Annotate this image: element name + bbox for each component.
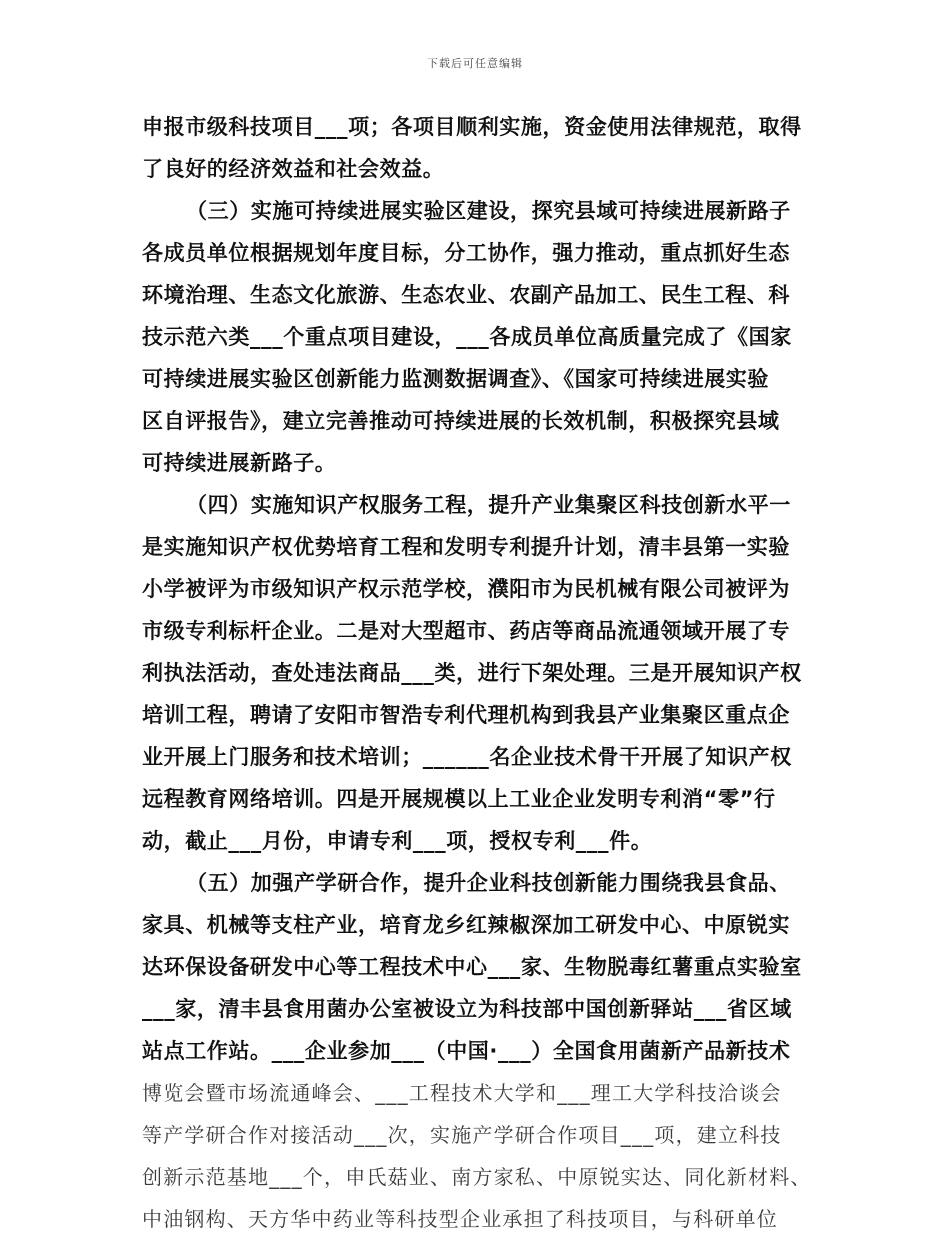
text-line: 培训工程，聘请了安阳市智浩专利代理机构到我县产业集聚区重点企 — [142, 703, 790, 727]
text-line: 远程教育网络培训。四是开展规模以上工业企业发明专利消“零”行 — [142, 787, 776, 811]
text-line: 小学被评为市级知识产权示范学校，濮阳市为民机械有限公司被评为 — [142, 577, 790, 601]
text-line: 动，截止___月份，申请专利___项，授权专利___件。 — [142, 829, 653, 853]
text-line: 等产学研合作对接活动___次，实施产学研合作项目___项，建立科技 — [142, 1123, 782, 1147]
text-line: 中油钢构、天方华中药业等科技型企业承担了科技项目，与科研单位 — [142, 1207, 778, 1231]
text-line: 可持续进展实验区创新能力监测数据调查》、《国家可持续进展实验 — [142, 367, 769, 391]
section-heading-5: （五）加强产学研合作，提升企业科技创新能力围绕我县食品、 — [186, 871, 791, 895]
text-line: 站点工作站。___企业参加___（中国·___）全国食用菌新产品新技术 — [142, 1039, 791, 1063]
text-line: 利执法活动，查处违法商品___类，进行下架处理。三是开展知识产权 — [142, 661, 802, 685]
text-line: 创新示范基地___个，申氏菇业、南方家私、中原锐实达、同化新材料、 — [142, 1165, 812, 1189]
text-line: 业开展上门服务和技术培训；______名企业技术骨干开展了知识产权 — [142, 745, 792, 769]
text-line: 可持续进展新路子。 — [142, 451, 337, 475]
text-line: 是实施知识产权优势培育工程和发明专利提升计划，清丰县第一实验 — [142, 535, 790, 559]
text-line: ___家，清丰县食用菌办公室被设立为科技部中国创新驿站___省区域 — [142, 997, 792, 1021]
text-line: 家具、机械等支柱产业，培育龙乡红辣椒深加工研发中心、中原锐实 — [142, 913, 790, 937]
page-header: 下载后可任意编辑 — [427, 57, 523, 70]
text-line: 市级专利标杆企业。二是对大型超市、药店等商品流通领域开展了专 — [142, 619, 790, 643]
section-heading-3: （三）实施可持续进展实验区建设，探究县域可持续进展新路子 — [186, 199, 791, 223]
section-heading-4: （四）实施知识产权服务工程，提升产业集聚区科技创新水平一 — [186, 493, 791, 517]
text-line: 环境治理、生态文化旅游、生态农业、农副产品加工、民生工程、科 — [142, 283, 790, 307]
text-line: 博览会暨市场流通峰会、___工程技术大学和___理工大学科技洽谈会 — [142, 1081, 782, 1105]
text-line: 了良好的经济效益和社会效益。 — [142, 157, 445, 181]
text-line: 申报市级科技项目___项；各项目顺利实施，资金使用法律规范，取得 — [142, 115, 802, 139]
text-line: 技示范六类___个重点项目建设，___各成员单位高质量完成了《国家 — [142, 325, 792, 349]
document-body — [142, 106, 822, 1240]
text-line: 各成员单位根据规划年度目标，分工协作，强力推动，重点抓好生态 — [142, 241, 790, 265]
text-line: 区自评报告》，建立完善推动可持续进展的长效机制，积极探究县域 — [142, 409, 780, 433]
text-line: 达环保设备研发中心等工程技术中心___家、生物脱毒红薯重点实验室 — [142, 955, 802, 979]
